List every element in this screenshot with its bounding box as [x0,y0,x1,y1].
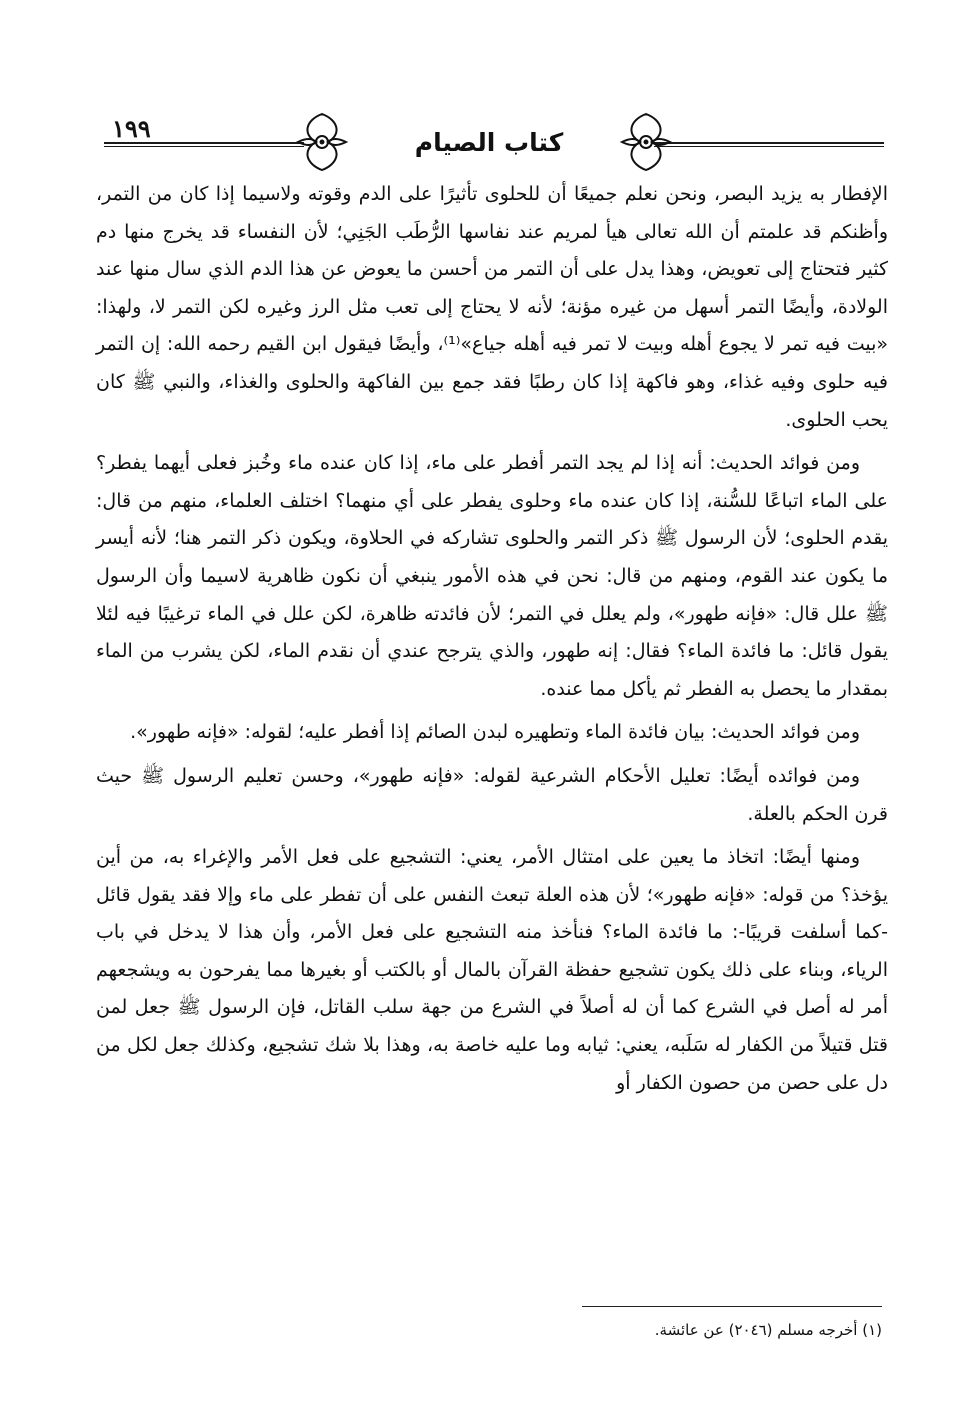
paragraph: ومن فوائده أيضًا: تعليل الأحكام الشرعية لقوله: «فإنه طهور»، وحسن تعليم الرسول ﷺ حيث قرن الحكم بالعلة. [96,764,888,825]
paragraph: الإفطار به يزيد البصر، ونحن نعلم جميعًا أن للحلوى تأثيرًا على الدم وقوته ولاسيما إذا كان من التمر، وأظنكم قد علمتم أن الله تعالى هيأ لمريم عند نفاسها الرُّطَب الجَنِي؛ لأن النفساء قد يخرج منها دم كثير فتحتاج إلى تعويض، وهذا يدل على أن التمر من أحسن ما يعوض عن هذا الدم الذي سال منها عند الولادة، وأيضًا التمر أسهل من غيره مؤنة؛ لأنه لا يحتاج إلى تعب مثل الرز وغيره لكن التمر لا، ولهذا: «بيت فيه تمر لا يجوع أهله وبيت لا تمر فيه أهله جياع»⁽¹⁾، وأيضًا فيقول ابن القيم رحمه الله: إن التمر فيه حلوى وفيه غذاء، وهو فاكهة إذا كان رطبًا فقد جمع بين الفاكهة والحلوى والغذاء، والنبي ﷺ كان يحب الحلوى. [96,183,888,431]
floral-ornament-icon [618,110,674,174]
header-rule-left-thin [104,146,304,147]
footnote: (١) أخرجه مسلم (٢٠٤٦) عن عائشة. [654,1321,882,1339]
running-title: كتاب الصيام [414,128,564,157]
floral-ornament-icon [294,110,350,174]
paragraph: ومن فوائد الحديث: بيان فائدة الماء وتطهيره لبدن الصائم إذا أفطر عليه؛ لقوله: «فإنه طهور». [130,721,860,744]
footnote-separator [582,1306,882,1307]
paragraph: ومن فوائد الحديث: أنه إذا لم يجد التمر أفطر على ماء، إذا كان عنده ماء وخُبز فعلى أيهما يفطر؟ على الماء اتباعًا للسُّنة، إذا كان عنده ماء وحلوى يفطر على أي منهما؟ اختلف العلماء، منهم من قال: يقدم الحلوى؛ لأن الرسول ﷺ ذكر التمر والحلوى تشاركه في الحلاوة، ويكون ذكر التمر هنا؛ لأنه أيسر ما يكون عند القوم، ومنهم من قال: نحن في هذه الأمور ينبغي أن نكون ظاهرية لاسيما وأن الرسول ﷺ علل قال: «فإنه طهور»، ولم يعلل في التمر؛ لأن فائدته ظاهرة، لكن علل في الماء ترغيبًا فيه لئلا يقول قائل: ما فائدة الماء؟ فقال: إنه طهور، والذي يترجح عندي أن نقدم الماء، لكن يشرب من الماء بمقدار ما يحصل به الفطر ثم يأكل مما عنده. [96,452,888,700]
page-header [104,108,884,180]
header-rule-right [654,142,884,144]
page-number: ١٩٩ [112,114,151,143]
main-text [96,176,888,1108]
header-rule-right-thin [654,146,884,147]
paragraph: ومنها أيضًا: اتخاذ ما يعين على امتثال الأمر، يعني: التشجيع على فعل الأمر والإغراء به، من أين يؤخذ؟ من قوله: «فإنه طهور»؛ لأن هذه العلة تبعث النفس على أن تفطر على ماء وإلا فقد يقول قائل -كما أسلفت قريبًا-: ما فائدة الماء؟ فنأخذ منه التشجيع على فعل الأمر، وأن هذا لا يدخل في باب الرياء، وبناء على ذلك يكون تشجيع حفظة القرآن بالمال أو بالكتب أو بغيرها مما يفرحون به ويشجعهم أمر له أصل في الشرع كما أن له أصلاً في الشرع من جهة سلب القاتل، فإن الرسول ﷺ جعل لمن قتل قتيلاً من الكفار له سَلَبه، يعني: ثيابه وما عليه خاصة به، وهذا بلا شك تشجيع، وكذلك جعل لكل من دل على حصن من حصون الكفار أو [96,846,888,1094]
